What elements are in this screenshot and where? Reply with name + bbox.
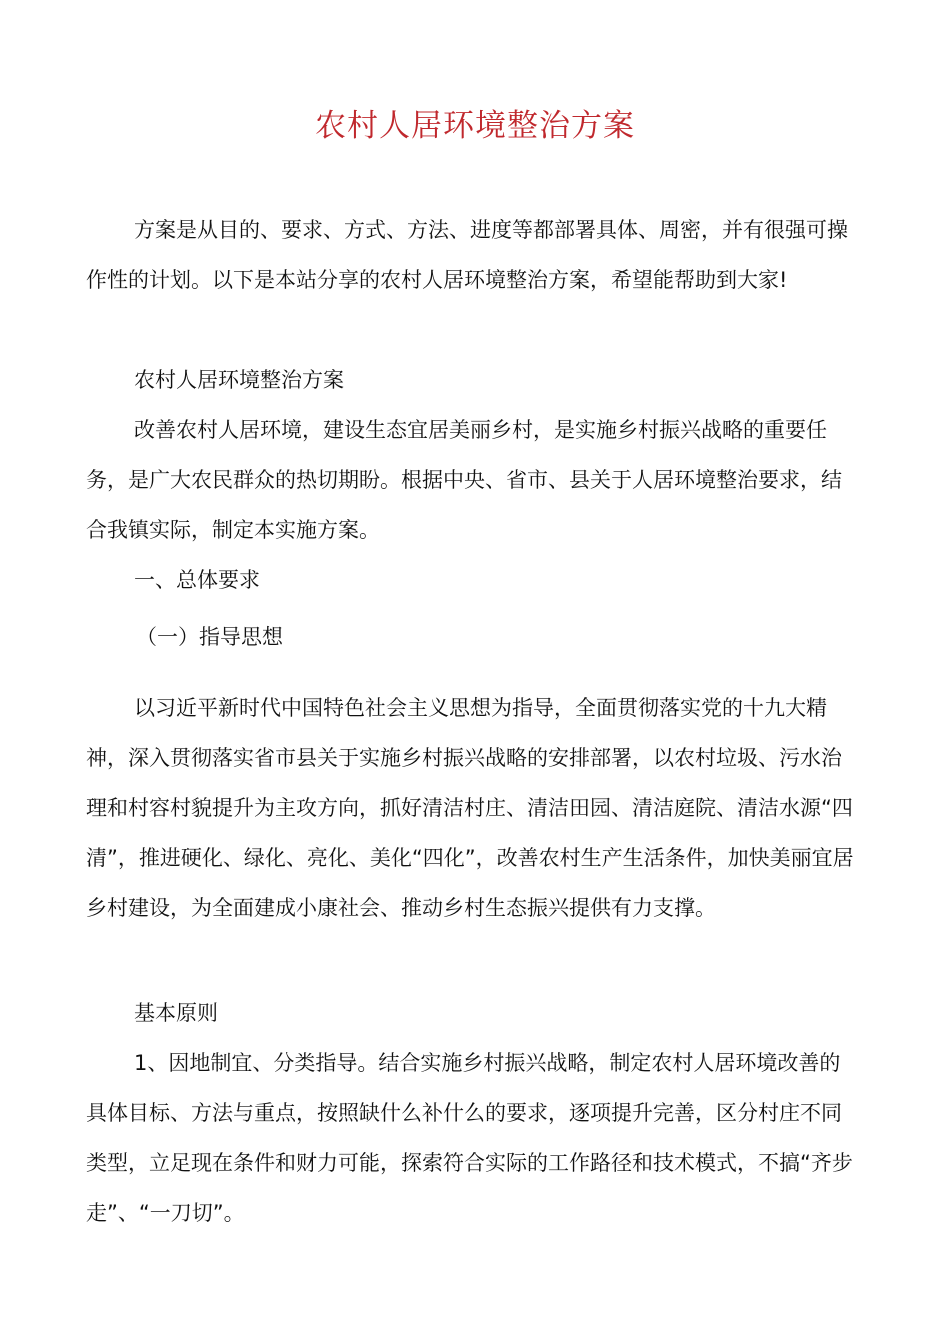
body-paragraph-2: 以习近平新时代中国特色社会主义思想为指导，全面贯彻落实党的十九大精神，深入贯彻落实省市县关于实施乡村振兴战略的安排部署，以农村垃圾、污水治理和村容村貌提升为主攻方向，抓好清洁村庄、清洁田园、清洁庭院、清洁水源“四清”，推进硬化、绿化、亮化、美化“四化”，改善农村生产生活条件，加快美丽宜居乡村建设，为全面建成小康社会、推动乡村生态振兴提供有力支撑。 bbox=[86, 696, 854, 920]
body-paragraph-1: 改善农村人居环境，建设生态宜居美丽乡村，是实施乡村振兴战略的重要任务，是广大农民群众的热切期盼。根据中央、省市、县关于人居环境整治要求，结合我镇实际，制定本实施方案。 bbox=[86, 418, 842, 542]
section-heading: 农村人居环境整治方案 bbox=[134, 368, 344, 392]
section-1-heading: 一、总体要求 bbox=[134, 568, 260, 592]
subsection-1-heading: （一）指导思想 bbox=[136, 625, 283, 649]
document-title: 农村人居环境整治方案 bbox=[315, 108, 635, 144]
principles-heading: 基本原则 bbox=[134, 1001, 218, 1025]
body-paragraph-3: 1、因地制宜、分类指导。结合实施乡村振兴战略，制定农村人居环境改善的具体目标、方法与重点，按照缺什么补什么的要求，逐项提升完善，区分村庄不同类型，立足现在条件和财力可能，探索符合实际的工作路径和技术模式，不搞“齐步走”、“一刀切”。 bbox=[86, 1051, 853, 1225]
intro-paragraph: 方案是从目的、要求、方式、方法、进度等都部署具体、周密，并有很强可操作性的计划。以下是本站分享的农村人居环境整治方案，希望能帮助到大家! bbox=[86, 218, 848, 292]
